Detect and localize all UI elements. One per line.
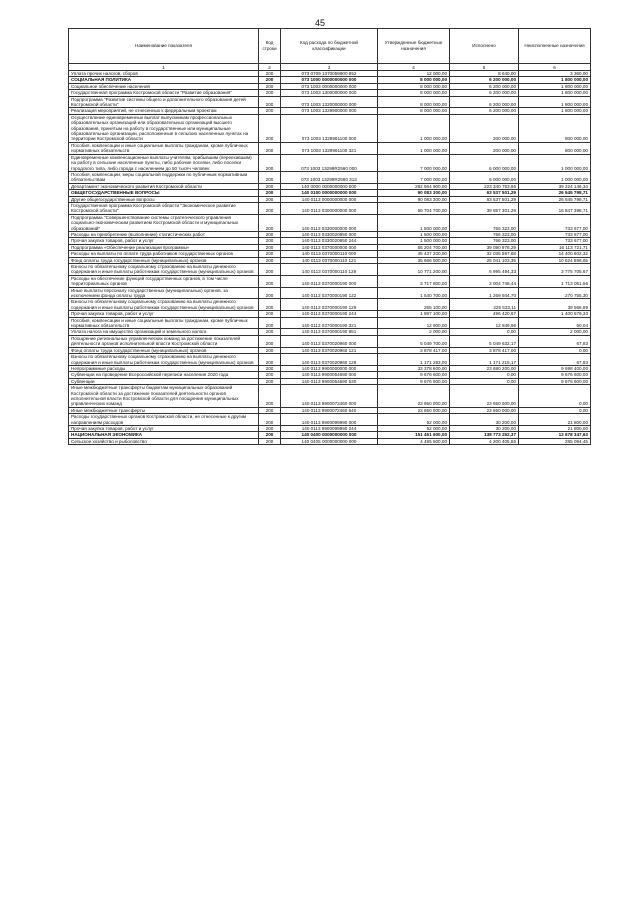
row-unexecuted: 67,83 — [519, 335, 591, 347]
row-name: Подпрограмма "Развитие системы общего и дополнительного образования детей Костромской области" — [69, 96, 259, 108]
row-approved: 1 171 283,00 — [378, 354, 450, 366]
row-approved: 7 000 000,00 — [378, 171, 450, 183]
row-code: 200 — [259, 372, 281, 378]
row-kbk: 073 1003 1329961100 000 — [281, 114, 378, 142]
row-kbk: 140 0113 9900054690 000 — [281, 372, 378, 378]
row-kbk: 140 0405 0000000000 000 — [281, 438, 378, 444]
table-row — [69, 214, 591, 231]
row-name: Фонд оплаты труда государственных (муниципальных) органов — [69, 257, 259, 263]
row-kbk: 140 0113 0370020960 000 — [281, 335, 378, 347]
row-name: Подпрограмма "Совершенствование системы стратегического управления социально-экономическим развитием Костромской области и муниципальных образований" — [69, 214, 259, 231]
row-code: 200 — [259, 154, 281, 171]
row-code: 200 — [259, 425, 281, 431]
row-kbk: 140 0113 9900072460 540 — [281, 407, 378, 413]
row-code: 200 — [259, 231, 281, 237]
row-name: Департамент экономического развития Костромской области — [69, 183, 259, 189]
row-unexecuted: 9 676 600,00 — [519, 378, 591, 384]
row-approved: 8 000 000,00 — [378, 83, 450, 89]
row-name: Субвенции на проведение Всероссийской переписи населения 2020 года — [69, 372, 259, 378]
row-unexecuted: 3 360,00 — [519, 71, 591, 77]
header-approved: Утвержденные бюджетные назначения — [378, 29, 450, 64]
row-executed: 39 090 978,29 — [450, 244, 519, 250]
table-row — [69, 372, 591, 378]
header-kbk: Код расхода по бюджетной классификации — [281, 29, 378, 64]
row-kbk: 073 1003 0000000000 000 — [281, 83, 378, 89]
row-unexecuted: 12 678 347,63 — [519, 432, 591, 438]
row-unexecuted: 50,04 — [519, 317, 591, 329]
row-code: 200 — [259, 264, 281, 276]
row-executed: 766 323,00 — [450, 214, 519, 231]
header-unexecuted: Неисполненные назначения — [519, 29, 591, 64]
row-executed: 1 171 215,17 — [450, 354, 519, 366]
column-number: 1 — [69, 64, 259, 71]
row-unexecuted: 14 400 602,32 — [519, 251, 591, 257]
row-unexecuted: 9 698 400,00 — [519, 365, 591, 371]
row-executed: 6 000 000,00 — [450, 171, 519, 183]
row-code: 200 — [259, 244, 281, 250]
row-kbk: 073 1003 1300000000 000 — [281, 90, 378, 96]
row-kbk: 140 0113 0370000110 000 — [281, 251, 378, 257]
row-approved: 45 437 200,00 — [378, 251, 450, 257]
row-name: Пособия, компенсации, меры социальной поддержки по публичным нормативным обязательствам — [69, 171, 259, 183]
row-code: 200 — [259, 347, 281, 353]
table-row — [69, 238, 591, 244]
row-approved: 1 500 000,00 — [378, 231, 450, 237]
row-code: 200 — [259, 311, 281, 317]
header-row — [69, 29, 591, 64]
row-unexecuted: 733 677,00 — [519, 231, 591, 237]
row-kbk: 140 0113 0370000190 244 — [281, 311, 378, 317]
row-code: 200 — [259, 354, 281, 366]
row-code: 200 — [259, 287, 281, 299]
row-approved: 10 771 200,00 — [378, 264, 450, 276]
row-executed: 0,00 — [450, 378, 519, 384]
table-row — [69, 196, 591, 202]
row-executed: 6 200 000,00 — [450, 108, 519, 114]
row-code: 200 — [259, 171, 281, 183]
row-executed: 63 537 501,29 — [450, 196, 519, 202]
row-executed: 766 323,00 — [450, 231, 519, 237]
row-kbk: 140 0113 0370020960 129 — [281, 354, 378, 366]
row-kbk: 073 1003 13299R2560 313 — [281, 171, 378, 183]
row-kbk: 140 0113 9900099990 244 — [281, 425, 378, 431]
table-row — [69, 414, 591, 426]
row-executed: 2 004 748,44 — [450, 275, 519, 287]
row-unexecuted: 26 545 798,71 — [519, 196, 591, 202]
row-name: Уплата налога на имущество организаций и земельного налога — [69, 329, 259, 335]
row-code: 200 — [259, 438, 281, 444]
row-unexecuted: 1 800 000,00 — [519, 90, 591, 96]
row-unexecuted: 26 545 798,71 — [519, 190, 591, 196]
row-executed: 25 041 103,35 — [450, 257, 519, 263]
row-code: 200 — [259, 142, 281, 154]
row-executed: 138 773 252,37 — [450, 432, 519, 438]
row-executed: 200 000,00 — [450, 142, 519, 154]
row-executed: 6 200 000,00 — [450, 77, 519, 83]
row-kbk: 140 0113 9900000000 000 — [281, 365, 378, 371]
row-unexecuted: 21 800,00 — [519, 414, 591, 426]
row-executed: 6 200 000,00 — [450, 83, 519, 89]
row-executed: 23 650 000,00 — [450, 385, 519, 408]
row-kbk: 140 0100 0000000000 000 — [281, 190, 378, 196]
table-row — [69, 114, 591, 142]
row-unexecuted: 16 847 398,71 — [519, 202, 591, 214]
row-approved: 5 049 700,00 — [378, 335, 450, 347]
row-approved: 1 500 000,00 — [378, 238, 450, 244]
table-row — [69, 317, 591, 329]
row-name: Другие общегосударственные вопросы — [69, 196, 259, 202]
row-code: 200 — [259, 317, 281, 329]
row-approved: 12 000,00 — [378, 71, 450, 77]
row-kbk: 140 0113 9900099990 000 — [281, 414, 378, 426]
row-name: Государственная программа Костромской области "Экономическое развитие Костромской области" — [69, 202, 259, 214]
row-executed: 30 200,00 — [450, 425, 519, 431]
table-row — [69, 171, 591, 183]
row-kbk: 140 0113 9900072460 000 — [281, 385, 378, 408]
row-approved: 4 485 500,00 — [378, 438, 450, 444]
row-unexecuted: 39 566,89 — [519, 299, 591, 311]
row-executed: 4 200 405,55 — [450, 438, 519, 444]
row-name: Расходы на обеспечение функций государственных органов, в том числе территориальных органов — [69, 275, 259, 287]
row-name: Подпрограмма «Обеспечение реализации программы» — [69, 244, 259, 250]
row-name: Осуществление единовременных выплат выпускникам профессиональных образовательных организаций или образовательных организаций высшего образования, принятым на работу в государственные или муниципальные образовательные организации, расположенные в сельских населенных пунктах на территории Костромской области — [69, 114, 259, 142]
row-name: Прочая закупка товаров, работ и услуг — [69, 425, 259, 431]
table-row — [69, 354, 591, 366]
row-name: Расходы на выплаты по оплате труда работников государственных органов — [69, 251, 259, 257]
table-row — [69, 335, 591, 347]
row-code: 200 — [259, 299, 281, 311]
row-unexecuted: 270 755,30 — [519, 287, 591, 299]
row-code: 200 — [259, 196, 281, 202]
row-approved: 1 500 000,00 — [378, 214, 450, 231]
row-unexecuted: 0,00 — [519, 347, 591, 353]
row-approved: 52 000,00 — [378, 425, 450, 431]
row-approved: 3 717 800,00 — [378, 275, 450, 287]
table-row — [69, 264, 591, 276]
row-executed: 6 200 000,00 — [450, 90, 519, 96]
row-unexecuted: 800 000,00 — [519, 114, 591, 142]
row-approved: 9 676 600,00 — [378, 378, 450, 384]
row-approved: 2 000,00 — [378, 329, 450, 335]
row-executed: 766 323,00 — [450, 238, 519, 244]
row-executed: 3 878 417,00 — [450, 347, 519, 353]
row-unexecuted: 10 624 896,65 — [519, 257, 591, 263]
row-name: Уплата прочих налогов, сборов — [69, 71, 259, 77]
row-name: Взносы по обязательному социальному страхованию на выплаты денежного содержания и иные выплаты работникам государственных (муниципальных) органов — [69, 299, 259, 311]
row-approved: 23 650 000,00 — [378, 385, 450, 408]
column-number: 5 — [450, 64, 519, 71]
row-unexecuted: 1 800 000,00 — [519, 108, 591, 114]
row-name: Государственная программа Костромской области "Развитие образования" — [69, 90, 259, 96]
row-unexecuted: 0,00 — [519, 407, 591, 413]
row-executed: 0,00 — [450, 372, 519, 378]
row-unexecuted: 733 677,00 — [519, 238, 591, 244]
row-name: Расходы государственных органов Костромской области, не отнесенные к другим направлениям расходов — [69, 414, 259, 426]
row-name: СОЦИАЛЬНАЯ ПОЛИТИКА — [69, 77, 259, 83]
row-name: Иные межбюджетные трансферты бюджетам муниципальных образований Костромской области за достижение показателей деятельности органов исполнительной власти Костромской области для поощрения муниципальных управленческих команд — [69, 385, 259, 408]
row-approved: 8 000 000,00 — [378, 108, 450, 114]
row-kbk: 140 0113 0370000110 121 — [281, 257, 378, 263]
table-row — [69, 385, 591, 408]
row-executed: 6 000 000,00 — [450, 154, 519, 171]
row-approved: 3 878 417,00 — [378, 347, 450, 353]
row-approved: 1 000 000,00 — [378, 142, 450, 154]
row-approved: 8 000 000,00 — [378, 90, 450, 96]
table-row — [69, 231, 591, 237]
row-kbk: 140 0113 0330000000 000 — [281, 214, 378, 231]
row-executed: 496 420,67 — [450, 311, 519, 317]
row-name: НАЦИОНАЛЬНАЯ ЭКОНОМИКА — [69, 432, 259, 438]
row-unexecuted: 733 677,00 — [519, 214, 591, 231]
row-kbk: 140 0113 0000000000 000 — [281, 196, 378, 202]
row-code: 200 — [259, 365, 281, 371]
row-approved: 52 000,00 — [378, 414, 450, 426]
row-kbk: 073 1003 1329961100 321 — [281, 142, 378, 154]
row-code: 200 — [259, 214, 281, 231]
column-number: 6 — [519, 64, 591, 71]
row-approved: 12 900,00 — [378, 317, 450, 329]
row-unexecuted: 16 113 721,71 — [519, 244, 591, 250]
row-code: 200 — [259, 407, 281, 413]
row-executed: 5 049 632,17 — [450, 335, 519, 347]
row-unexecuted: 1 800 000,00 — [519, 77, 591, 83]
table-row — [69, 154, 591, 171]
column-number: 2 — [259, 64, 281, 71]
row-code: 200 — [259, 335, 281, 347]
row-kbk: 140 0113 0370000190 321 — [281, 317, 378, 329]
table-row — [69, 90, 591, 96]
row-code: 200 — [259, 83, 281, 89]
row-unexecuted: 1 000 000,00 — [519, 171, 591, 183]
row-kbk: 073 1003 13299R2560 000 — [281, 154, 378, 171]
row-kbk: 140 0113 0370000190 129 — [281, 299, 378, 311]
table-row — [69, 299, 591, 311]
row-name: Непрограммные расходы — [69, 365, 259, 371]
table-row — [69, 190, 591, 196]
row-unexecuted: 0,00 — [519, 385, 591, 408]
row-kbk: 140 0113 0370020960 121 — [281, 347, 378, 353]
row-code: 200 — [259, 432, 281, 438]
row-unexecuted: 1 800 000,00 — [519, 96, 591, 108]
row-approved: 90 083 300,00 — [378, 190, 450, 196]
row-code: 200 — [259, 77, 281, 83]
row-approved: 282 564 900,00 — [378, 183, 450, 189]
column-number-row — [69, 64, 591, 71]
row-kbk: 073 0709 1370059900 852 — [281, 71, 378, 77]
row-executed: 225 533,11 — [450, 299, 519, 311]
row-code: 200 — [259, 414, 281, 426]
row-executed: 200 000,00 — [450, 114, 519, 142]
row-name: Иные выплаты персоналу государственных (муниципальных) органов, за исключением фонда оплаты труда — [69, 287, 259, 299]
row-approved: 7 000 000,00 — [378, 154, 450, 171]
budget-table — [68, 28, 591, 445]
row-code: 200 — [259, 190, 281, 196]
row-kbk: 073 1003 1320000000 000 — [281, 96, 378, 108]
row-approved: 1 897 100,00 — [378, 311, 450, 317]
row-name: Прочая закупка товаров, работ и услуг — [69, 238, 259, 244]
row-approved: 8 000 000,00 — [378, 77, 450, 83]
row-code: 200 — [259, 114, 281, 142]
row-executed: 39 857 301,29 — [450, 202, 519, 214]
row-name: Взносы по обязательному социальному страхованию на выплаты денежного содержания и иные выплаты работникам государственных (муниципальных) органов — [69, 264, 259, 276]
row-name: Пособия, компенсации и иные социальные выплаты гражданам, кроме публичных нормативных обязательств — [69, 142, 259, 154]
row-unexecuted: 1 400 679,33 — [519, 311, 591, 317]
row-code: 200 — [259, 90, 281, 96]
header-executed: Исполнено — [450, 29, 519, 64]
row-name: Иные межбюджетные трансферты — [69, 407, 259, 413]
row-kbk: 140 0113 0370000110 129 — [281, 264, 378, 276]
row-name: Поощрение региональных управленческих команд за достижение показателей деятельности органов исполнительной власти Костромской области — [69, 335, 259, 347]
row-unexecuted: 2 000,00 — [519, 329, 591, 335]
row-code: 200 — [259, 202, 281, 214]
table-row — [69, 96, 591, 108]
row-approved: 1 000 000,00 — [378, 114, 450, 142]
table-row — [69, 142, 591, 154]
row-code: 200 — [259, 108, 281, 114]
row-kbk: 140 0113 0370000190 000 — [281, 275, 378, 287]
row-code: 200 — [259, 238, 281, 244]
row-code: 200 — [259, 257, 281, 263]
table-row — [69, 438, 591, 444]
row-executed: 1 269 944,70 — [450, 287, 519, 299]
row-unexecuted: 39 224 146,34 — [519, 183, 591, 189]
row-approved: 23 650 000,00 — [378, 407, 450, 413]
row-executed: 6 995 494,33 — [450, 264, 519, 276]
row-approved: 56 704 700,00 — [378, 202, 450, 214]
table-row — [69, 251, 591, 257]
row-approved: 8 000 000,00 — [378, 96, 450, 108]
row-approved: 33 378 600,00 — [378, 365, 450, 371]
row-executed: 23 650 000,00 — [450, 407, 519, 413]
row-unexecuted: 1 713 051,56 — [519, 275, 591, 287]
row-code: 200 — [259, 275, 281, 287]
table-row — [69, 287, 591, 299]
row-executed: 8 640,00 — [450, 71, 519, 77]
row-approved: 55 204 700,00 — [378, 244, 450, 250]
row-unexecuted: 1 800 000,00 — [519, 83, 591, 89]
row-unexecuted: 21 800,00 — [519, 425, 591, 431]
row-unexecuted: 285 094,45 — [519, 438, 591, 444]
row-kbk: 140 0113 0300000000 000 — [281, 202, 378, 214]
row-code: 200 — [259, 71, 281, 77]
row-kbk: 140 0113 9900054690 530 — [281, 378, 378, 384]
row-approved: 9 676 600,00 — [378, 372, 450, 378]
row-approved: 1 540 700,00 — [378, 287, 450, 299]
column-number: 4 — [378, 64, 450, 71]
row-name: Расходы на приобретение (выполнение) статистических работ — [69, 231, 259, 237]
column-number: 3 — [281, 64, 378, 71]
row-code: 200 — [259, 183, 281, 189]
table-row — [69, 244, 591, 250]
row-name: Пособия, компенсации и иные социальные выплаты гражданам, кроме публичных нормативных обязательств — [69, 317, 259, 329]
row-kbk: 140 0400 0000000000 000 — [281, 432, 378, 438]
table-row — [69, 202, 591, 214]
row-kbk: 140 0113 0370000190 851 — [281, 329, 378, 335]
row-name: Сельское хозяйство и рыболовство — [69, 438, 259, 444]
row-name: Прочая закупка товаров, работ и услуг — [69, 311, 259, 317]
row-executed: 223 340 753,66 — [450, 183, 519, 189]
row-executed: 32 036 597,68 — [450, 251, 519, 257]
row-code: 200 — [259, 329, 281, 335]
row-name: Реализация мероприятий, не отнесенных к федеральным проектам — [69, 108, 259, 114]
row-code: 200 — [259, 385, 281, 408]
table-row — [69, 108, 591, 114]
row-executed: 12 849,96 — [450, 317, 519, 329]
row-unexecuted: 67,83 — [519, 354, 591, 366]
row-executed: 23 680 200,00 — [450, 365, 519, 371]
row-name: Субвенции — [69, 378, 259, 384]
row-kbk: 140 0113 0330020850 244 — [281, 238, 378, 244]
row-kbk: 140 0113 0370000000 000 — [281, 244, 378, 250]
table-row — [69, 329, 591, 335]
table-body — [69, 71, 591, 445]
row-name: Взносы по обязательному социальному страхованию на выплаты денежного содержания и иные выплаты работникам государственных (муниципальных) органов — [69, 354, 259, 366]
row-approved: 265 100,00 — [378, 299, 450, 311]
table-row — [69, 425, 591, 431]
table-row — [69, 347, 591, 353]
row-code: 200 — [259, 251, 281, 257]
page-number: 45 — [314, 18, 325, 28]
row-approved: 151 451 600,00 — [378, 432, 450, 438]
header-code: Код строки — [259, 29, 281, 64]
table-row — [69, 257, 591, 263]
row-kbk: 073 1000 0000000000 000 — [281, 77, 378, 83]
row-kbk: 140 0113 0370000190 122 — [281, 287, 378, 299]
row-executed: 63 537 501,29 — [450, 190, 519, 196]
row-unexecuted: 3 775 705,67 — [519, 264, 591, 276]
row-kbk: 140 0113 0330020850 000 — [281, 231, 378, 237]
row-executed: 0,00 — [450, 329, 519, 335]
header-name: Наименование показателя — [69, 29, 259, 64]
row-executed: 30 200,00 — [450, 414, 519, 426]
row-unexecuted: 1 000 000,00 — [519, 154, 591, 171]
row-name: Единовременные компенсационные выплаты учителям, прибывшим (переехавшим) на работу в сельские населенные пункты, либо рабочие поселки, либо поселки городского типа, либо города с населением до 50 тысяч человек — [69, 154, 259, 171]
row-unexecuted: 800 000,00 — [519, 142, 591, 154]
row-approved: 35 666 000,00 — [378, 257, 450, 263]
table-row — [69, 275, 591, 287]
row-executed: 6 200 000,00 — [450, 96, 519, 108]
table-row — [69, 83, 591, 89]
table-row — [69, 311, 591, 317]
row-code: 200 — [259, 96, 281, 108]
row-kbk: 073 1003 1329900000 000 — [281, 108, 378, 114]
row-code: 200 — [259, 378, 281, 384]
table-row — [69, 183, 591, 189]
row-name: Социальное обеспечение населения — [69, 83, 259, 89]
row-approved: 90 083 300,00 — [378, 196, 450, 202]
row-unexecuted: 9 676 600,00 — [519, 372, 591, 378]
row-name: ОБЩЕГОСУДАРСТВЕННЫЕ ВОПРОСЫ — [69, 190, 259, 196]
row-name: Фонд оплаты труда государственных (муниципальных) органов — [69, 347, 259, 353]
row-kbk: 140 0000 0000000000 000 — [281, 183, 378, 189]
